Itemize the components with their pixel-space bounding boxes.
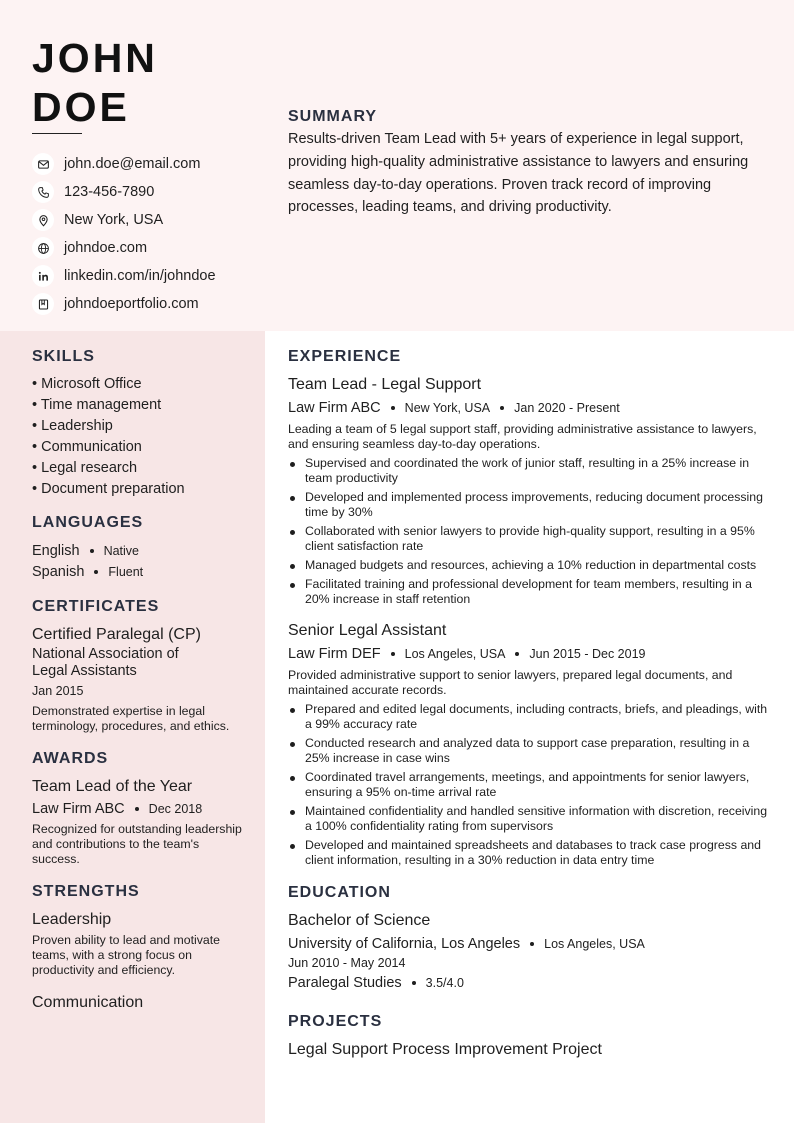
summary-section xyxy=(288,108,773,219)
education-meta xyxy=(288,934,770,954)
job-entry xyxy=(288,375,770,607)
job-bullet: Managed budgets and resources, achieving a 10% reduction in departmental costs xyxy=(288,558,770,573)
contact-phone[interactable] xyxy=(32,178,257,206)
contact-linkedin-text: linkedin.com/in/johndoe xyxy=(64,268,216,284)
project-name: Legal Support Process Improvement Project xyxy=(288,1041,602,1058)
certificate-description: Demonstrated expertise in legal terminology, procedures, and ethics. xyxy=(32,704,230,733)
languages-section xyxy=(32,514,247,582)
language-row xyxy=(32,540,247,561)
contact-email-text: john.doe@email.com xyxy=(64,156,201,172)
education-location: Los Angeles, USA xyxy=(544,937,645,951)
contact-linkedin[interactable] xyxy=(32,262,257,290)
contact-location xyxy=(32,206,257,234)
skill-item: • Leadership xyxy=(32,418,113,434)
language-name: English xyxy=(32,542,80,559)
education-gpa: 3.5/4.0 xyxy=(425,976,464,990)
job-location: New York, USA xyxy=(404,401,491,415)
summary-text: Results-driven Team Lead with 5+ years of experience in legal support, providing high-quality administrative assistance to lawyers and ensuring seamless day-to-day operations. Proven track record of improving processes, leading teams, and driving productivity. xyxy=(288,131,749,216)
language-row xyxy=(32,561,247,582)
projects-heading: PROJECTS xyxy=(288,1013,383,1030)
contact-portfolio-text: johndoeportfolio.com xyxy=(64,296,199,312)
separator-dot xyxy=(94,570,98,574)
job-title: Team Lead - Legal Support xyxy=(288,376,482,393)
experience-heading: EXPERIENCE xyxy=(288,348,402,365)
contact-location-text: New York, USA xyxy=(64,212,164,228)
skill-item: • Legal research xyxy=(32,460,138,476)
skill-item: • Time management xyxy=(32,397,162,413)
award-name: Team Lead of the Year xyxy=(32,778,193,795)
job-location: Los Angeles, USA xyxy=(404,647,506,661)
job-bullet: Conducted research and analyzed data to support case preparation, resulting in a 25% increase in case wins xyxy=(288,736,770,766)
certificate-name: Certified Paralegal (CP) xyxy=(32,626,201,643)
job-bullet: Coordinated travel arrangements, meetings, and appointments for senior lawyers, ensuring a 95% on-time arrival rate xyxy=(288,770,770,800)
education-field-row xyxy=(288,973,770,993)
summary-heading: SUMMARY xyxy=(288,108,378,125)
candidate-name xyxy=(32,34,158,132)
awards-heading: AWARDS xyxy=(32,750,109,767)
job-description: Provided administrative support to senior lawyers, prepared legal documents, and maintained accurate records. xyxy=(288,668,733,697)
job-dates: Jan 2020 - Present xyxy=(514,401,620,415)
job-bullets xyxy=(288,702,770,868)
strength-name: Communication xyxy=(32,994,144,1011)
job-bullet: Collaborated with senior lawyers to provide high-quality support, resulting in a 95% client satisfaction rate xyxy=(288,524,770,554)
main-content xyxy=(288,348,770,1060)
job-meta xyxy=(288,398,770,418)
linkedin-icon xyxy=(32,265,54,287)
education-section xyxy=(288,884,770,993)
certificates-section xyxy=(32,598,247,734)
skills-list xyxy=(32,374,247,500)
language-level: Native xyxy=(103,543,139,558)
location-pin-icon xyxy=(32,209,54,231)
certificate-date: Jan 2015 xyxy=(32,684,84,698)
job-bullets xyxy=(288,456,770,607)
phone-icon xyxy=(32,181,54,203)
contact-portfolio[interactable] xyxy=(32,290,257,318)
job-bullet: Supervised and coordinated the work of junior staff, resulting in a 25% increase in team productivity xyxy=(288,456,770,486)
skills-heading: SKILLS xyxy=(32,348,95,365)
contact-phone-text: 123-456-7890 xyxy=(64,184,155,200)
award-meta xyxy=(32,798,247,820)
skill-item: • Document preparation xyxy=(32,481,185,497)
language-name: Spanish xyxy=(32,563,85,580)
projects-section xyxy=(288,1013,770,1060)
separator-dot xyxy=(391,652,395,656)
bookmark-icon xyxy=(32,293,54,315)
education-degree: Bachelor of Science xyxy=(288,912,431,929)
skill-item: • Microsoft Office xyxy=(32,376,142,392)
job-company: Law Firm ABC xyxy=(288,400,381,416)
strengths-section xyxy=(32,883,247,1014)
contact-email[interactable] xyxy=(32,150,257,178)
experience-section xyxy=(288,348,770,868)
separator-dot xyxy=(135,807,139,811)
contact-website-text: johndoe.com xyxy=(64,240,148,256)
job-meta xyxy=(288,644,770,664)
languages-heading: LANGUAGES xyxy=(32,514,144,531)
award-date: Dec 2018 xyxy=(148,802,203,816)
job-entry xyxy=(288,621,770,868)
job-title: Senior Legal Assistant xyxy=(288,622,447,639)
strength-description: Proven ability to lead and motivate teams, with a strong focus on productivity and efficiency. xyxy=(32,933,220,977)
job-dates: Jun 2015 - Dec 2019 xyxy=(529,647,646,661)
job-bullet: Prepared and edited legal documents, including contracts, briefs, and pleadings, with a 99% accuracy rate xyxy=(288,702,770,732)
language-level: Fluent xyxy=(108,564,144,579)
globe-icon xyxy=(32,237,54,259)
certificate-issuer: National Association of Legal Assistants xyxy=(32,646,179,679)
education-heading: EDUCATION xyxy=(288,884,391,901)
separator-dot xyxy=(412,981,416,985)
award-issuer: Law Firm ABC xyxy=(32,800,125,817)
name-divider xyxy=(32,133,82,134)
education-field: Paralegal Studies xyxy=(288,975,402,991)
education-dates: Jun 2010 - May 2014 xyxy=(288,956,406,970)
award-description: Recognized for outstanding leadership and contributions to the team's success. xyxy=(32,822,242,866)
name-last: DOE xyxy=(32,84,130,130)
separator-dot xyxy=(391,406,395,410)
awards-section xyxy=(32,750,247,867)
job-bullet: Facilitated training and professional development for team members, resulting in a 20% increase in staff retention xyxy=(288,577,770,607)
mail-icon xyxy=(32,153,54,175)
separator-dot xyxy=(500,406,504,410)
separator-dot xyxy=(90,549,94,553)
contact-website[interactable] xyxy=(32,234,257,262)
sidebar xyxy=(32,348,247,1014)
strength-name: Leadership xyxy=(32,911,112,928)
separator-dot xyxy=(515,652,519,656)
job-description: Leading a team of 5 legal support staff, providing administrative assistance to lawyers, and ensuring seamless day-to-day operations. xyxy=(288,422,757,451)
job-bullet: Developed and implemented process improvements, reducing document processing time by 30% xyxy=(288,490,770,520)
job-bullet: Developed and maintained spreadsheets and databases to track case progress and client information, resulting in a 30% reduction in data entry time xyxy=(288,838,770,868)
skill-item: • Communication xyxy=(32,439,142,455)
contact-list xyxy=(32,150,257,318)
job-bullet: Maintained confidentiality and handled sensitive information with discretion, receiving a 100% confidentiality rating from supervisors xyxy=(288,804,770,834)
education-school: University of California, Los Angeles xyxy=(288,936,521,952)
certificates-heading: CERTIFICATES xyxy=(32,598,160,615)
strengths-heading: STRENGTHS xyxy=(32,883,140,900)
job-company: Law Firm DEF xyxy=(288,646,381,662)
name-first: JOHN xyxy=(32,35,158,81)
skills-section xyxy=(32,348,247,500)
separator-dot xyxy=(530,942,534,946)
